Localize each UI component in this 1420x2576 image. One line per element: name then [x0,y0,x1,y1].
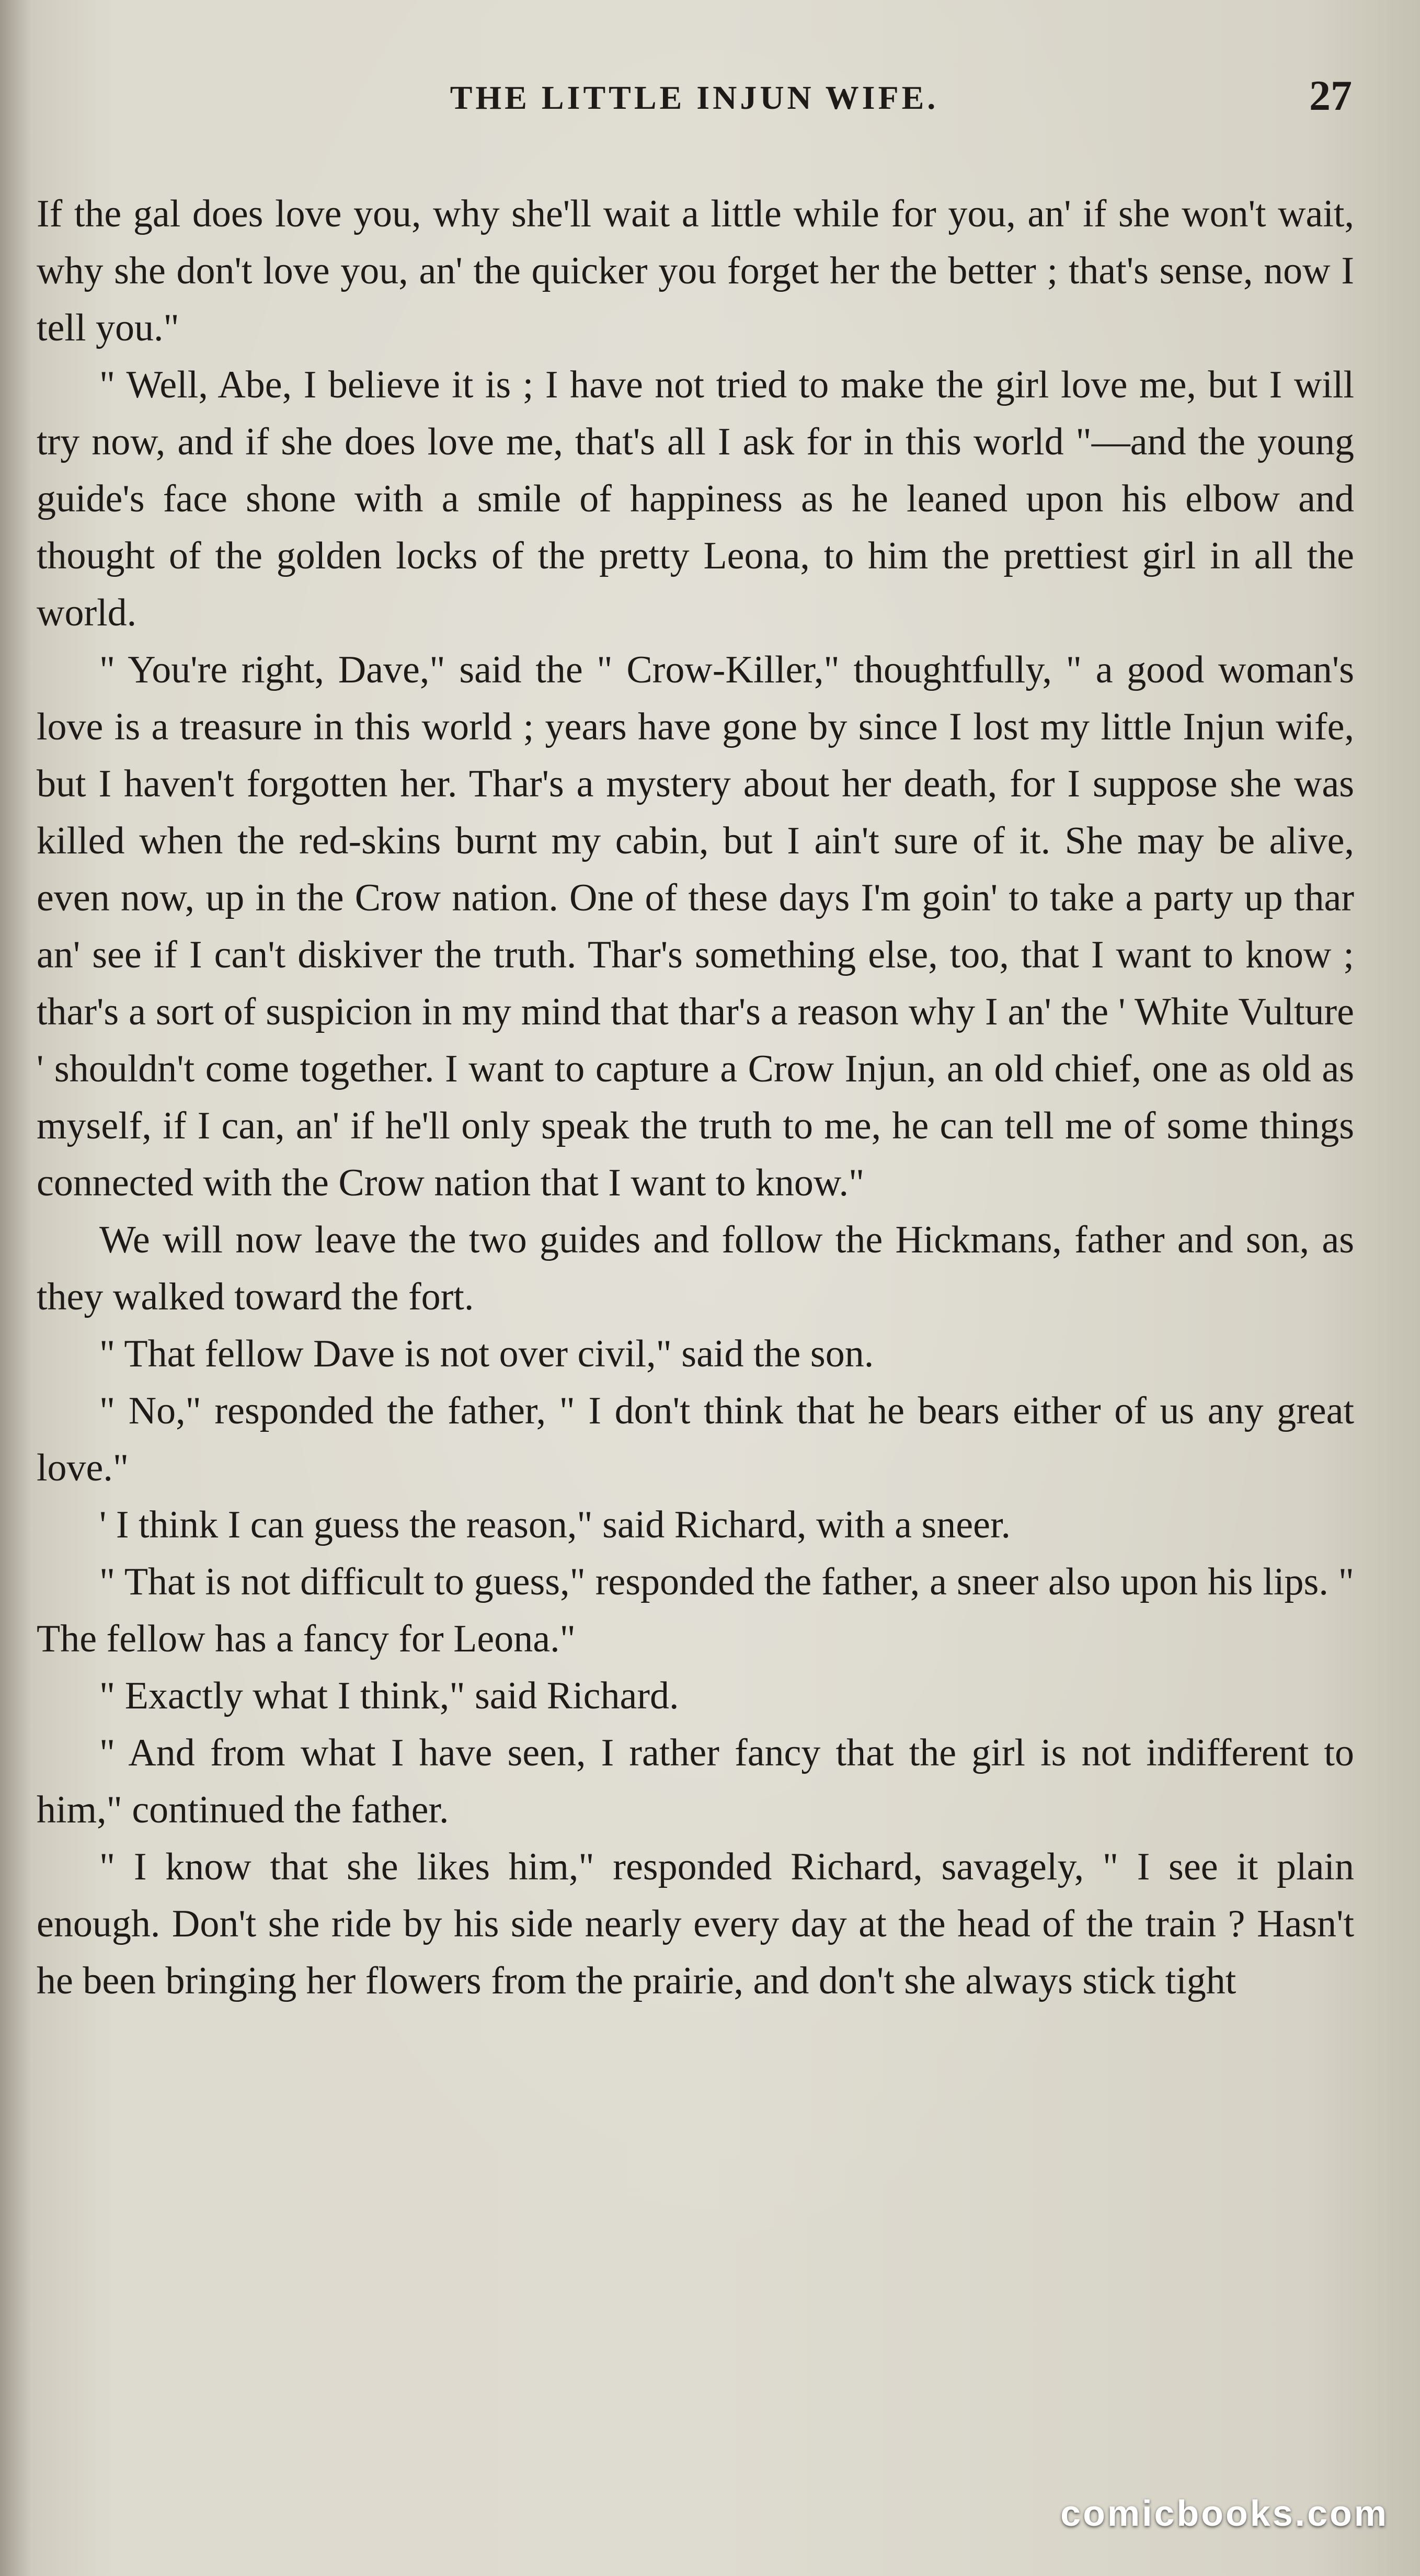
paragraph: " That fellow Dave is not over civil," said the son. [99,1332,874,1375]
page-number: 27 [1309,72,1352,119]
paragraph: " Exactly what I think," said Richard. [99,1674,679,1717]
paragraph: We will now leave the two guides and follow the Hickmans, father and son, as they walked toward the fort. [37,1218,1354,1318]
paragraph: " You're right, Dave," said the " Crow-Killer," thoughtfully, " a good woman's love is a treasure in this world ; years have gone by since I lost my little Injun wife, but I haven't forgotten her. Thar's a mystery about her death, for I suppose she was killed when the red-skins burnt my cabin, but I ain't sure of it. She may be alive, even now, up in the Crow nation. One of these days I'm goin' to take a party up thar an' see if I can't diskiver the truth. Thar's something else, too, that I want to know ; thar's a sort of suspicion in my mind that thar's a reason why I an' the ' White Vulture ' shouldn't come together. I want to capture a Crow Injun, an old chief, one as old as myself, if I can, an' if he'll only speak the truth to me, he can tell me of some things connected with the Crow nation that I want to know." [37,648,1354,1204]
paragraph: If the gal does love you, why she'll wait a little while for you, an' if she won't wait, why she don't love you, an' the quicker you forget her the better ; that's sense, now I tell you." [37,192,1354,349]
running-head: THE LITTLE INJUN WIFE. [450,79,939,116]
body-text [37,186,1354,2010]
paragraph: " And from what I have seen, I rather fancy that the girl is not indifferent to him," continued the father. [37,1731,1354,1831]
binding-shadow [0,0,31,2576]
paragraph: " That is not difficult to guess," responded the father, a sneer also upon his lips. " The fellow has a fancy for Leona." [37,1560,1354,1660]
site-watermark: comicbooks.com [1060,2493,1389,2534]
page-header [37,72,1352,136]
paragraph: " I know that she likes him," responded Richard, savagely, " I see it plain enough. Don't she ride by his side nearly every day at the head of the train ? Hasn't he been bringing her flowers from the prairie, and don't she always stick tight [37,1845,1354,2002]
paragraph: ' I think I can guess the reason," said Richard, with a sneer. [99,1503,1011,1546]
paragraph: " Well, Abe, I believe it is ; I have not tried to make the girl love me, but I will try now, and if she does love me, that's all I ask for in this world "—and the young guide's face shone with a smile of happiness as he leaned upon his elbow and thought of the golden locks of the pretty Leona, to him the prettiest girl in all the world. [37,363,1354,634]
paragraph: " No," responded the father, " I don't think that he bears either of us any great love." [37,1389,1354,1489]
